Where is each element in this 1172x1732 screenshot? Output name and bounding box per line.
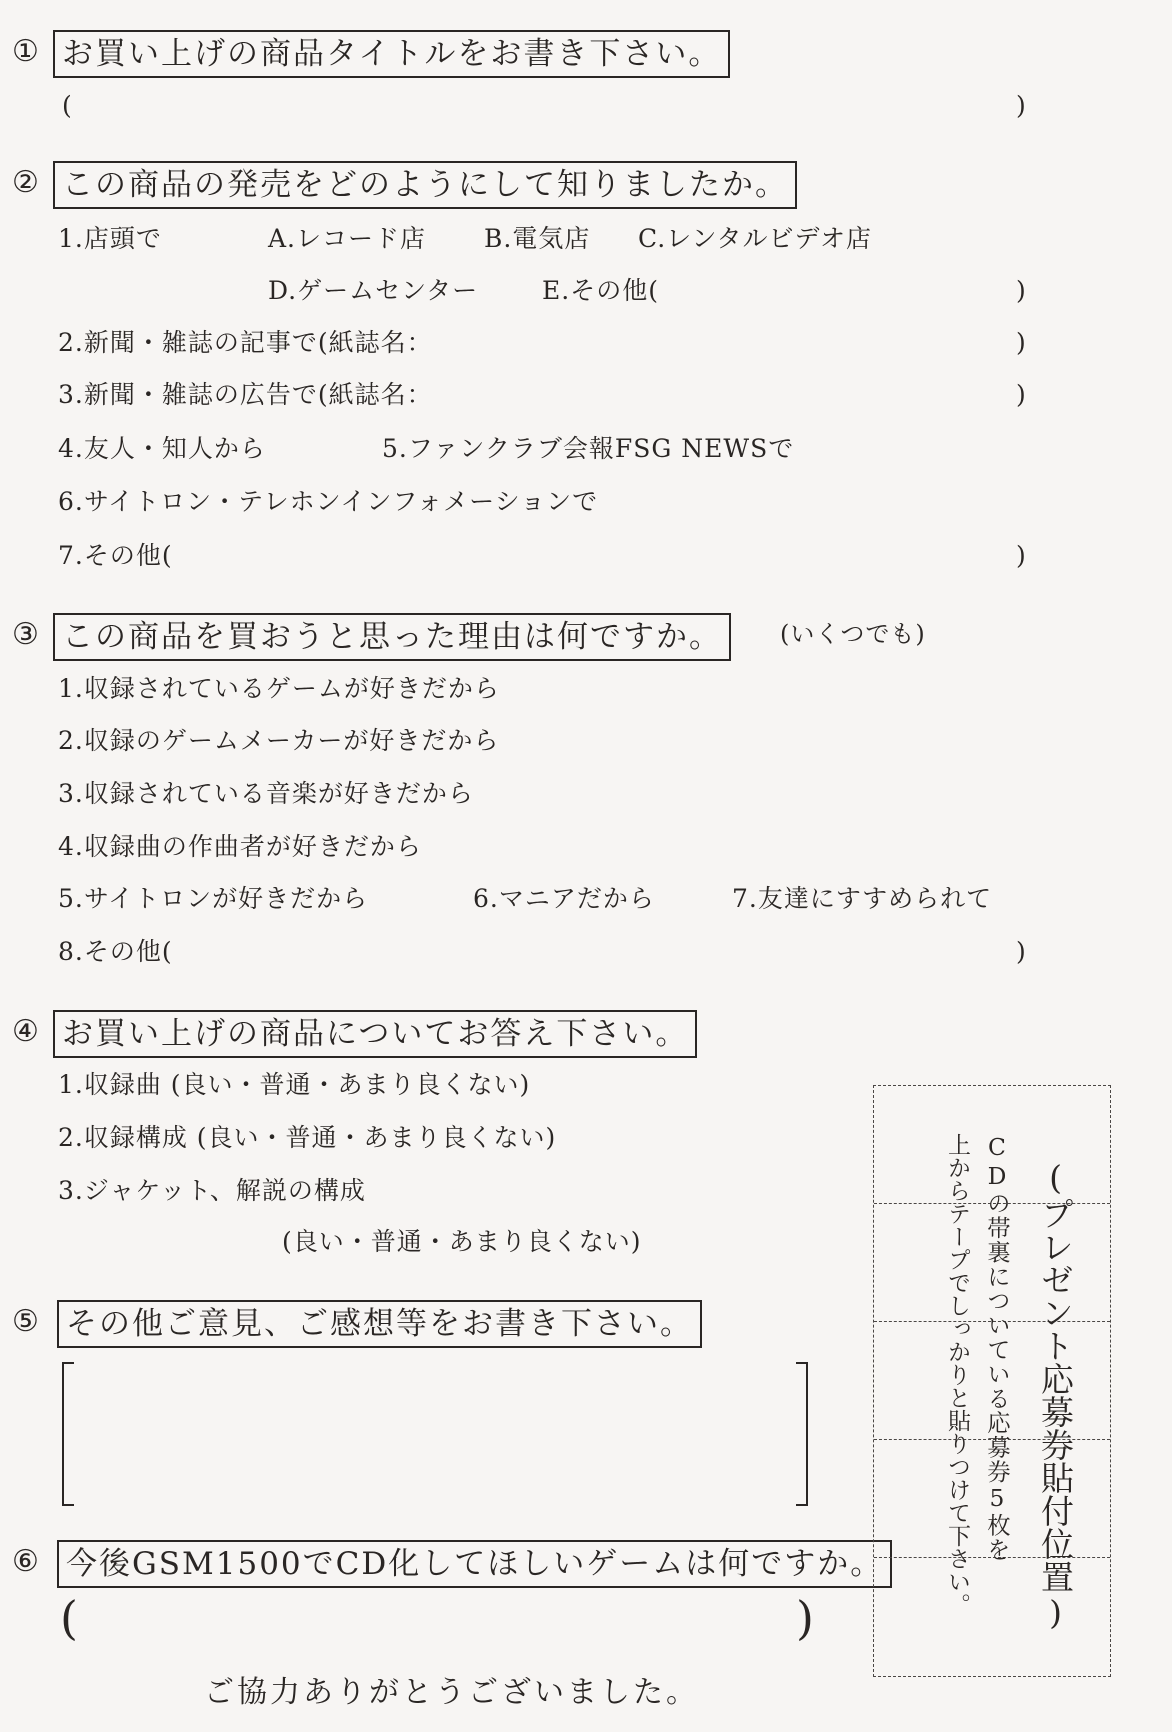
q2-number: ② <box>12 165 39 200</box>
q6-answer-close-paren: ) <box>796 1591 814 1645</box>
q6-answer-open-paren: ( <box>60 1591 78 1645</box>
q3-option-7[interactable]: 7.友達にすすめられて <box>732 884 993 913</box>
q4-option-3-scale[interactable]: (良い・普通・あまり良くない) <box>282 1227 642 1256</box>
q2-option-1c[interactable]: C.レンタルビデオ店 <box>638 224 873 253</box>
q4-option-1[interactable]: 1.収録曲 (良い・普通・あまり良くない) <box>58 1070 531 1099</box>
q1-answer-close-paren: ) <box>1016 91 1026 120</box>
coupon-instruction-1: CDの帯裏についている応募券5枚を <box>983 1133 1011 1562</box>
q6-title: 今後GSM1500でCD化してほしいゲームは何ですか。 <box>57 1540 892 1588</box>
q1-title: お買い上げの商品タイトルをお書き下さい。 <box>53 30 730 78</box>
q5-title: その他ご意見、ご感想等をお書き下さい。 <box>57 1300 702 1348</box>
q4-number: ④ <box>12 1014 39 1049</box>
q3-note: (いくつでも) <box>780 620 926 648</box>
q2-option-1[interactable]: 1.店頭で <box>58 224 162 253</box>
q2-option-1d[interactable]: D.ゲームセンター <box>268 276 479 305</box>
q3-option-4[interactable]: 4.収録曲の作曲者が好きだから <box>58 832 422 861</box>
q2-option-4[interactable]: 4.友人・知人から <box>58 434 266 463</box>
coupon-title: (プレゼント応募券貼付位置) <box>1036 1158 1075 1632</box>
q2-option-2[interactable]: 2.新聞・雑誌の記事で(紙誌名： <box>58 328 433 357</box>
q5-bracket-left <box>62 1362 74 1506</box>
q4-title: お買い上げの商品についてお答え下さい。 <box>53 1010 697 1058</box>
q2-option-7-close-paren: ) <box>1016 541 1026 570</box>
q2-option-1e[interactable]: E.その他( <box>542 276 659 305</box>
q2-title: この商品の発売をどのようにして知りましたか。 <box>53 161 797 209</box>
q2-option-3[interactable]: 3.新聞・雑誌の広告で(紙誌名： <box>58 380 433 409</box>
q5-bracket-right <box>796 1362 808 1506</box>
q3-title: この商品を買おうと思った理由は何ですか。 <box>53 613 731 661</box>
q6-number: ⑥ <box>12 1544 39 1579</box>
q1-answer-open-paren: ( <box>62 91 72 120</box>
q2-option-2-close-paren: ) <box>1016 328 1026 357</box>
q5-number: ⑤ <box>12 1304 39 1339</box>
q3-option-2[interactable]: 2.収録のゲームメーカーが好きだから <box>58 726 500 755</box>
q2-option-6[interactable]: 6.サイトロン・テレホンインフォメーションで <box>58 487 599 516</box>
q2-option-5[interactable]: 5.ファンクラブ会報FSG NEWSで <box>382 434 795 463</box>
q3-number: ③ <box>12 617 39 652</box>
q3-option-5[interactable]: 5.サイトロンが好きだから <box>58 884 369 913</box>
q2-option-3-close-paren: ) <box>1016 380 1026 409</box>
q3-option-6[interactable]: 6.マニアだから <box>473 884 655 913</box>
q2-option-1e-close-paren: ) <box>1016 276 1026 305</box>
q4-option-3[interactable]: 3.ジャケット、解説の構成 <box>58 1176 366 1205</box>
q6-answer-field[interactable] <box>84 1598 794 1644</box>
coupon-attach-area <box>873 1085 1111 1677</box>
coupon-instruction-2: 上からテープでしっかりと貼りつけて下さい。 <box>944 1133 970 1616</box>
q3-option-8-close-paren: ) <box>1016 937 1026 966</box>
q5-answer-field[interactable] <box>76 1362 798 1504</box>
q2-option-1b[interactable]: B.電気店 <box>484 224 591 253</box>
q3-option-3[interactable]: 3.収録されている音楽が好きだから <box>58 779 474 808</box>
q3-option-1[interactable]: 1.収録されているゲームが好きだから <box>58 674 500 703</box>
q3-option-8[interactable]: 8.その他( <box>58 937 173 966</box>
q2-option-7[interactable]: 7.その他( <box>58 541 173 570</box>
q4-option-2[interactable]: 2.収録構成 (良い・普通・あまり良くない) <box>58 1123 557 1152</box>
closing-message: ご協力ありがとうございました。 <box>204 1675 699 1710</box>
q1-answer-field[interactable] <box>80 88 1010 124</box>
q1-number: ① <box>12 34 39 69</box>
q2-option-1a[interactable]: A.レコード店 <box>268 224 427 253</box>
